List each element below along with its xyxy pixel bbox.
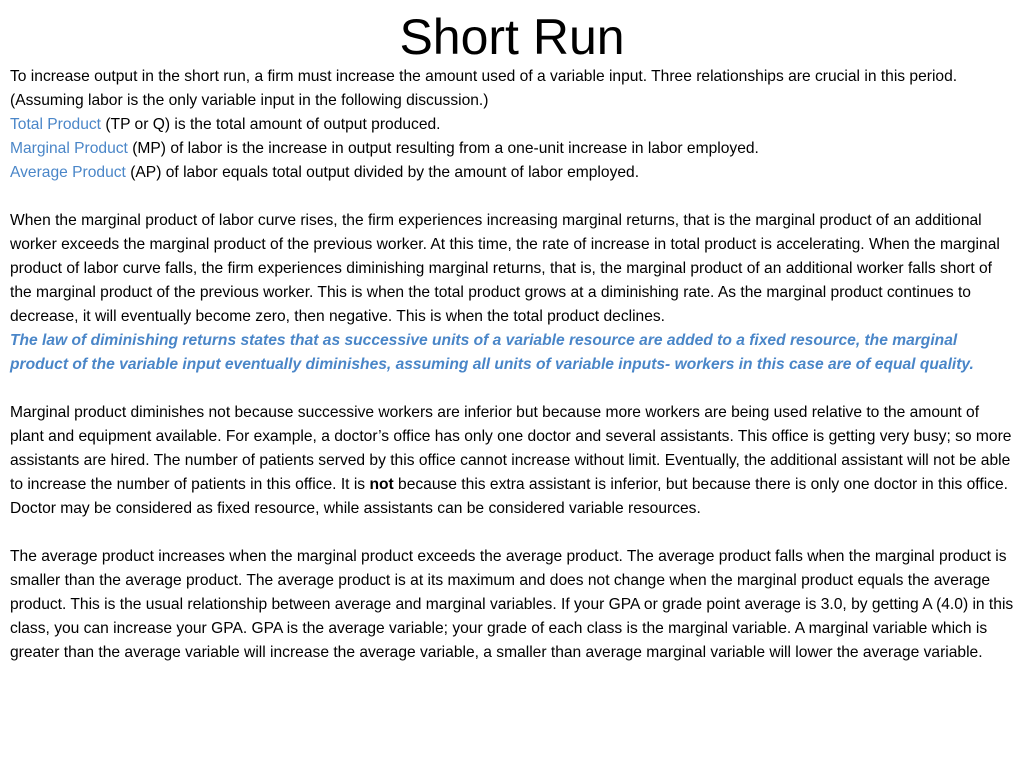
example-text-after: because this extra assistant is inferior, but because there is only one doctor in this office. Doctor may be considered as fixed resource, while assistants can be considered variable resources. <box>10 476 1008 517</box>
slide-body <box>10 65 1016 665</box>
definition-text: (AP) of labor equals total output divided by the amount of labor employed. <box>125 164 640 181</box>
example-text-before: Marginal product diminishes not because successive workers are inferior but because more workers are being used relative to the amount of plant and equipment available. For example, a doctor’s office has only one doctor and several assistants. This office is getting very busy; so more assistants are hired. The number of patients served by this office cannot increase without limit. Eventually, the additional assistant will not be able to increase the number of patients in this office. It is <box>10 404 1012 493</box>
average-paragraph: The average product increases when the marginal product exceeds the average product. The average product falls when the marginal product is smaller than the average product. The average product is at its maximum and does not change when the marginal product equals the average product. This is the usual relationship between average and marginal variables. If your GPA or grade point average is 3.0, by getting A (4.0) in this class, you can increase your GPA. GPA is the average variable; your grade of each class is the marginal variable. A marginal variable which is greater than the average variable will increase the average variable, a smaller than average marginal variable will lower the average variable. <box>10 548 1014 661</box>
definition-text: (MP) of labor is the increase in output resulting from a one-unit increase in labor employed. <box>127 140 759 157</box>
definition-average-product <box>10 161 1016 185</box>
definition-total-product <box>10 113 1016 137</box>
example-emphasis: not <box>369 476 394 493</box>
paragraph-spacer <box>10 185 1016 209</box>
term-marginal-product: Marginal Product <box>10 140 128 157</box>
paragraph-spacer <box>10 377 1016 401</box>
definition-text: (TP or Q) is the total amount of output produced. <box>101 116 441 133</box>
law-statement: The law of diminishing returns states that as successive units of a variable resource are added to a fixed resource, the marginal product of the variable input eventually diminishes, assuming all units of variable inputs- workers in this case are of equal quality. <box>10 332 974 373</box>
slide-title: Short Run <box>399 9 625 65</box>
example-paragraph <box>10 401 1016 521</box>
returns-paragraph: When the marginal product of labor curve rises, the firm experiences increasing marginal returns, that is the marginal product of an additional worker exceeds the marginal product of the previous worker. At this time, the rate of increase in total product is accelerating. When the marginal product of labor curve falls, the firm experiences diminishing marginal returns, that is, the marginal product of an additional worker falls short of the marginal product of the previous worker. This is when the total product grows at a diminishing rate. As the marginal product continues to decrease, it will eventually become zero, then negative. This is when the total product declines. <box>10 212 1000 325</box>
term-average-product: Average Product <box>10 164 126 181</box>
term-total-product: Total Product <box>10 116 102 133</box>
intro-paragraph: To increase output in the short run, a firm must increase the amount used of a variable input. Three relationships are crucial in this period. (Assuming labor is the only variable input in the following discussion.) <box>10 68 958 109</box>
definition-marginal-product <box>10 137 1016 161</box>
paragraph-spacer <box>10 521 1016 545</box>
